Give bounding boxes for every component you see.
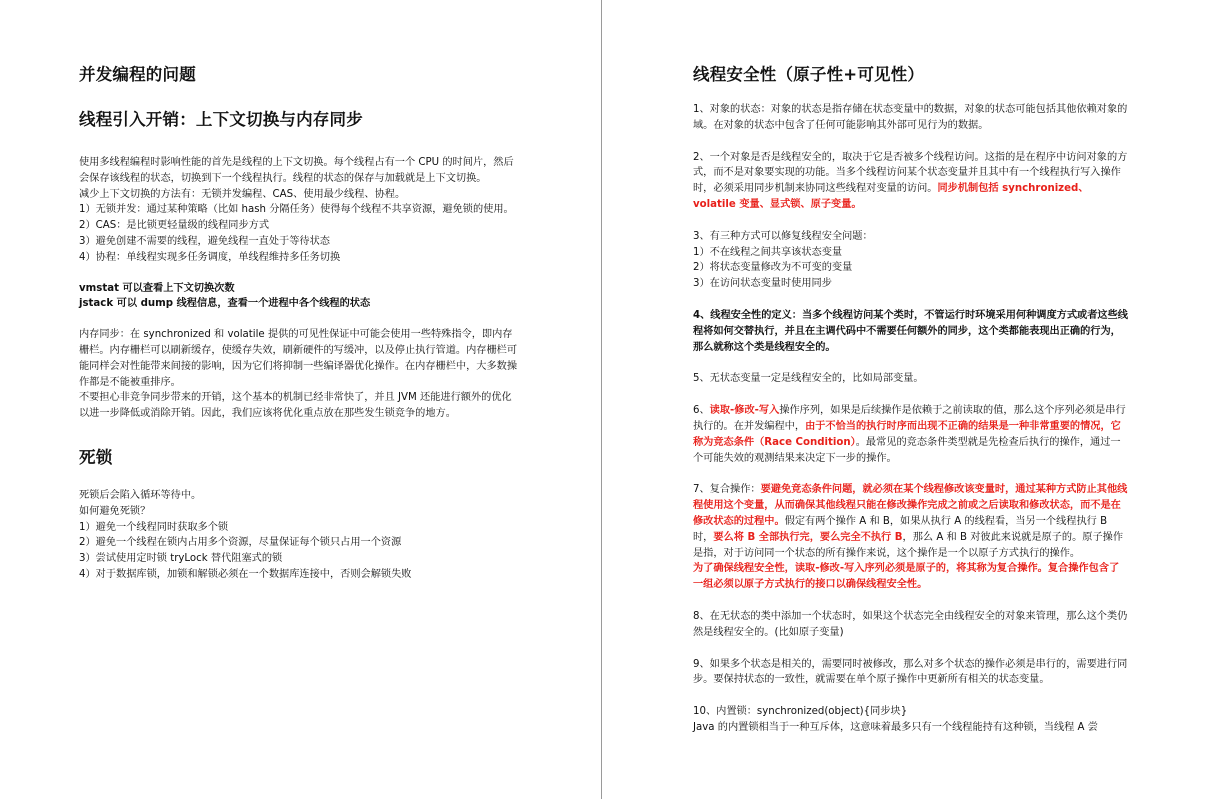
- paragraph-1: 1、对象的状态：对象的状态是指存储在状态变量中的数据，对象的状态可能包括其他依赖对象的域。在对象的状态中包含了任何可能影响其外部可见行为的数据。: [693, 104, 1128, 131]
- paragraph-6-num: 6、: [693, 405, 710, 417]
- paragraph-context-switch: 使用多线程编程时影响性能的首先是线程的上下文切换。每个线程占有一个 CPU 的时间片，然后会保存该线程的状态，切换到下一个线程执行。线程的状态的保存与加载就是上下文切换。: [79, 157, 514, 184]
- paragraph-2-text: 2、一个对象是否是线程安全的，取决于它是否被多个线程访问。这指的是在程序中访问对象的方式，而不是对象要实现的功能。当多个线程访问某个状态变量并且其中有一个线程执行写入操作时，必须采用同步机制来协同这些线程对变量的访问。: [693, 151, 1128, 195]
- paragraph-6-highlight-1: 读取-修改-写入: [709, 405, 780, 417]
- section-heading-overhead: 线程引入开销：上下文切换与内存同步: [79, 110, 363, 129]
- list-item: 1）无锁并发：通过某种策略（比如 hash 分隔任务）使得每个线程不共享资源，避免锁的使用。: [79, 204, 514, 216]
- paragraph-7-text-1: 假定有两个操作 A 和 B，如果从执行 A 的线程看，当另一个线程执行 B 时，: [693, 515, 1108, 543]
- paragraph-6-text-2: 。最常见的竞态条件类型就是先检查后执行的操作，通过一个可能失效的观测结果来决定下一步的操作。: [693, 436, 1121, 464]
- command-vmstat: vmstat 可以查看上下文切换次数: [79, 282, 235, 294]
- left-page: [0, 0, 601, 799]
- list-item: 2）避免一个线程在锁内占用多个资源，尽量保证每个锁只占用一个资源: [79, 537, 402, 549]
- section-heading-thread-safety: 线程安全性（原子性+可见性）: [693, 65, 925, 84]
- paragraph-7-text-2: ，那么 A 和 B 对彼此来说就是原子的。原子操作是指，对于访问同一个状态的所有操作来说，这个操作是一个以原子方式执行的操作。: [693, 531, 1124, 559]
- deadlock-line-1: 死锁后会陷入循环等待中。: [79, 489, 202, 501]
- paragraph-5: 5、无状态变量一定是线程安全的，比如局部变量。: [693, 373, 924, 385]
- paragraph-10-title: 10、内置锁：synchronized(object){同步块}: [693, 706, 908, 718]
- list-item: 3）尝试使用定时锁 tryLock 替代阻塞式的锁: [79, 553, 283, 565]
- paragraph-3-title: 3、有三种方式可以修复线程安全问题：: [693, 230, 873, 242]
- list-item: 3）在访问状态变量时使用同步: [693, 278, 832, 290]
- paragraph-9: 9、如果多个状态是相关的，需要同时被修改，那么对多个状态的操作必须是串行的，需要进行同步。要保持状态的一致性，就需要在单个原子操作中更新所有相关的状态变量。: [693, 658, 1128, 686]
- section-heading-deadlock: 死锁: [79, 447, 113, 467]
- right-page-content: [693, 0, 1129, 736]
- list-item: 1）避免一个线程同时获取多个锁: [79, 521, 229, 533]
- left-page-content: [79, 0, 519, 583]
- paragraph-10: Java 的内置锁相当于一种互斥体，这意味着最多只有一个线程能持有这种锁，当线程 A 尝: [693, 721, 1098, 733]
- paragraph-6: [693, 403, 1129, 466]
- deadlock-line-2: 如何避免死锁？: [79, 505, 151, 517]
- page-title: 并发编程的问题: [79, 65, 196, 84]
- paragraph-reduce-methods: 减少上下文切换的方法有：无锁并发编程、CAS、使用最少线程、协程。: [79, 188, 406, 200]
- paragraph-non-contended: 不要担心非竞争同步带来的开销，这个基本的机制已经非常快了，并且 JVM 还能进行额外的优化以进一步降低或消除开销。因此，我们应该将优化重点放在那些发生锁竞争的地方。: [79, 392, 512, 420]
- paragraph-6-highlight-2: 由于不恰当的执行时序而出现不正确的结果是一种非常重要的情况，它称为竞态条件（Race Condition）: [693, 420, 1121, 448]
- list-item: 2）CAS：是比锁更轻量级的线程同步方式: [79, 220, 270, 232]
- paragraph-4: 4、线程安全性的定义：当多个线程访问某个类时，不管运行时环境采用何种调度方式或者这些线程将如何交替执行，并且在主调代码中不需要任何额外的同步，这个类都能表现出正确的行为，那么就称这个类是线程安全的。: [693, 309, 1128, 353]
- paragraph-2: [693, 150, 1129, 213]
- paragraph-7-num: 7、复合操作：: [693, 484, 761, 496]
- list-item: 4）对于数据库锁，加锁和解锁必须在一个数据库连接中，否则会解锁失败: [79, 568, 412, 580]
- paragraph-7: [693, 482, 1129, 561]
- paragraph-memory-sync: 内存同步：在 synchronized 和 volatile 提供的可见性保证中可能会使用一些特殊指令，即内存栅栏。内存栅栏可以刷新缓存，使缓存失效，刷新硬件的写缓冲，以及停止执行管道。内存栅栏可能同样会对性能带来间接的影响，因为它们将抑制一些编译器优化操作。在内存栅栏中，大多数操作都是不能被重排序。: [79, 329, 518, 388]
- list-item: 2）将状态变量修改为不可变的变量: [693, 262, 853, 274]
- list-item: 3）避免创建不需要的线程，避免线程一直处于等待状态: [79, 235, 330, 247]
- paragraph-7-conclusion: 为了确保线程安全性，读取-修改-写入序列必须是原子的，将其称为复合操作。复合操作包含了一组必须以原子方式执行的接口以确保线程安全性。: [693, 563, 1120, 591]
- paragraph-6-text-1: 操作序列，如果是后续操作是依赖于之前读取的值，那么这个序列必须是串行执行的。在并发编程中，: [693, 405, 1126, 432]
- command-jstack: jstack 可以 dump 线程信息，查看一个进程中各个线程的状态: [79, 298, 371, 310]
- paragraph-8: 8、在无状态的类中添加一个状态时，如果这个状态完全由线程安全的对象来管理，那么这个类仍然是线程安全的。(比如原子变量): [693, 610, 1128, 638]
- paragraph-7-highlight-2: 要么将 B 全部执行完，要么完全不执行 B: [713, 531, 903, 543]
- list-item: 1）不在线程之间共享该状态变量: [693, 246, 843, 258]
- paragraph-7-highlight-1: 要避免竞态条件问题，就必须在某个线程修改该变量时，通过某种方式防止其他线程使用这个变量，从而确保其他线程只能在修改操作完成之前或之后读取和修改状态，而不是在修改状态的过程中。: [693, 484, 1128, 527]
- paragraph-2-highlight: 同步机制包括 synchronized、volatile 变量、显式锁、原子变量。: [693, 183, 1089, 210]
- list-item: 4）协程：单线程实现多任务调度，单线程维持多任务切换: [79, 251, 341, 263]
- right-page: [602, 0, 1207, 799]
